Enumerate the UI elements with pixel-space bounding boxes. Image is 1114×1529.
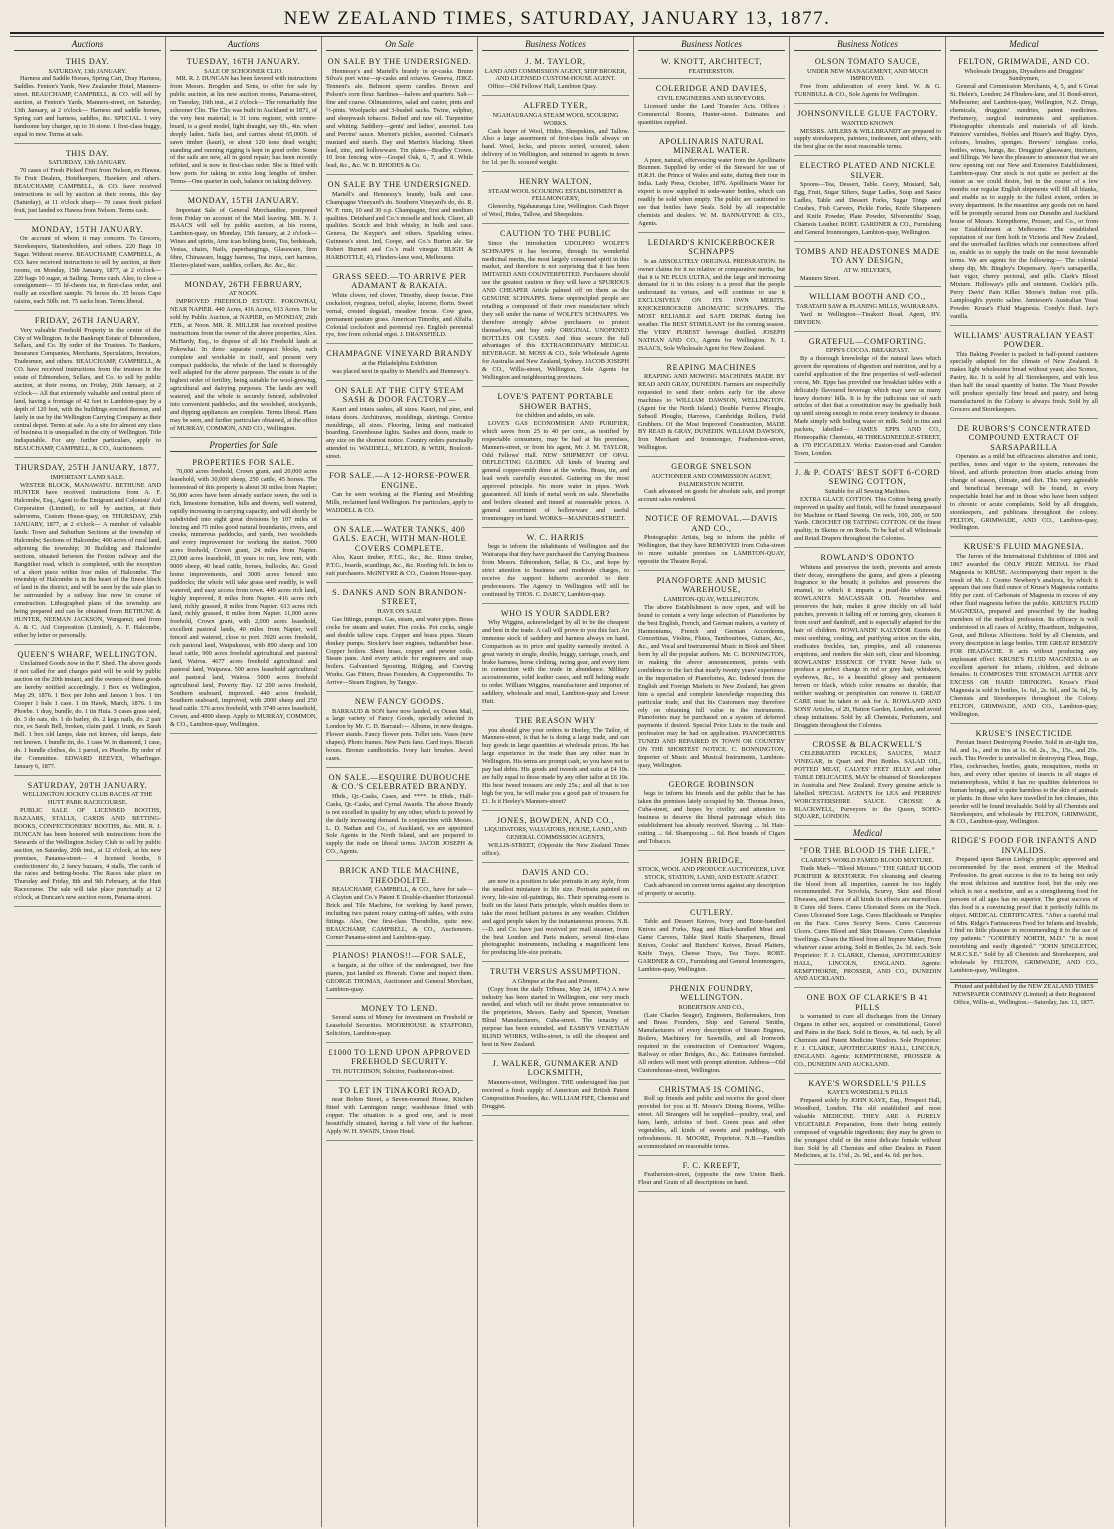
advertisement [794, 550, 941, 735]
ad-body: BARRAUD & SON have now landed, ex Ocean Mail, a large variety of Fancy Goods, specially selected in London by Mr. C. D. Barraud:— Albums, in new designs. Flower stands. Fancy flower pots. Tollet sets. Vases (new shapes). Photo frames. New Paris fans. Card trays. Biscuit boxes. Bronze candlesticks. Ivory hair brushes. Jewel cases. [326, 707, 473, 762]
ad-title: BRICK AND TILE MACHINE, THEODOLITE. [339, 866, 460, 885]
advertisement [326, 522, 473, 583]
advertisement [638, 511, 785, 571]
advertisement [14, 460, 161, 645]
advertisement [482, 964, 629, 1054]
ad-body: Prepared upon Baron Liebig's principle; approved and recommended by the most eminent of the Medical Profession. Its great success is due to its being not only the most delicious and nutritive food, but the only one which is not a medicine, and as a strengthening food for persons of all ages has no superior. The great success of this food is a convincing proof that it perfectly fulfils its object. MEDICAL CERTIFICATES. "After a careful trial of Mrs. Ridge's Farinaceous Food for Infants and Invalids, I find no little pleasure in recommending it to the use of my patients." "GODFREY NORTH, M.D." "It is most nourishing and easily digested." "JOHN SINGLETON, M.R.C.S.E." Sold by all Chemists and Storekeepers, and wholesale by FELTON, GRIMWADE, AND CO., Lambton-quay, Wellington. [950, 856, 1098, 974]
ad-title: QUEEN'S WHARF, WELLINGTON. [17, 649, 158, 659]
advertisement [326, 1083, 473, 1141]
advertisement [326, 863, 473, 946]
advertisement [638, 134, 785, 233]
ad-subtitle: WELLINGTON JOCKEY CLUB RACES AT THE HUTT PARK RACECOURSE. [22, 791, 153, 807]
column-3 [322, 37, 478, 1527]
ad-body: Is an ABSOLUTELY ORIGINAL PREPARATION. Its owner claims for it no relative or comparative merits, but that it is NE PLUS ULTRA, and the large and increasing demand for it in this colony is a proof that the people understand its virtues, and will continue to use it EXCLUSIVELY ON ITS OWN MERITS. KNICKERBOCKER AROMATIC SCHNAPPS. The MOST RELIABLE and SAFE DRINK during hot weather. The BEST STIMULANT for the coming season. The VERY PUREST beverage distilled. JOSEPH NATHAN AND CO., Agents for Wellington. N. J. ISAACS, Sole Wholesale Agent for New Zealand. [638, 257, 785, 352]
ad-subtitle: STEAM WOOL SCOURING ESTABLISHMENT & FELLMONGERY, [488, 187, 623, 203]
advertisement [794, 843, 941, 988]
ad-body: Hhds., Qr.-Casks, Cases, and ****. In Hhds., Half-Casks, Qr.-Casks, and Cyrnal Awards. The above Brandy is not excelled in quality by any other, which is proved by the daily increasing demand. In conjunction with Messrs. L. D. Nathan and Co., of Auckland, we are appointed Sole Agents in the North Island, and are prepared to supply the trade on liberal terms. JACOB JOSEPH & CO., Agents. [326, 792, 473, 856]
advertisement [950, 726, 1098, 831]
ad-subtitle: at the Philadelphia Exhibition [361, 359, 438, 367]
advertisement [950, 421, 1098, 538]
ad-body: Hennessy's and Martell's brandy in qr-casks. Bruno Silva's port wine—qr-casks and octaves. Geneva, JDKZ. Tennent's ale. Belmont sperm candles. Brown and Polson's corn flour. Sardines—halves and quarters. Salt—fine and coarse. Oilmanstores, salad and castor, pints and ½-pints. Woolpacks and 3-bushel sacks. Twine, sulphur, and sheepwash tobacco. Bolted and raw oil. Turpentine and whiting. Saddlery—gents' and ladies', assorted. Lea and Perrins' sauce. Morton's pickles, assorted. Colman's mustard and starch. Day and Martin's blacking. Sheet lead, zinc, and hollowware. Tin plates—Bradley Crown. 10 Iron fencing wire—Gospel Oak, 6, 7, and 8. While lead, &c., &c. W. B. RHODES & Co. [326, 67, 473, 170]
ad-title: THIS DAY. [65, 57, 110, 66]
advertisement [638, 54, 785, 79]
ad-title: CHAMPAGNE VINEYARD BRANDY [326, 349, 473, 359]
ad-body: CELEBRATED PICKLES, SAUCES, MALT VINEGAR, in Quart and Pint Bottles. SALAD OIL, POTTED MEAT, CALVES' FEET JELLY and other TABLE DELICACIES, MAY be obtained of Storekeepers in Australia and New Zealand. Every genuine article is labelled. SPECIAL AGENTS for LEA and PERRINS' WORCESTERSHIRE SAUCE. CROSSE & BLACKWELL, Purveyors to the Queen, SOHO-SQUARE, LONDON. [794, 750, 941, 821]
ad-title: PIANOFORTE AND MUSIC WAREHOUSE, [656, 575, 767, 595]
ad-subtitle: Suitable for all Sewing Machines. [824, 487, 911, 495]
ad-title: TUESDAY, 16TH JANUARY. [186, 57, 301, 66]
advertisement [482, 98, 629, 172]
ad-body: REAPING AND MOWING MACHINES MADE BY READ AND GRAY, DUNEDIN. Farmers are respectfully requested to send their orders early for the above machines to WILLIAM DAWSON, WELLINGTON. (Agent for the North Island.) Double Furrow Ploughs, Subsoil Ploughs, Harrows, Cambridge Rollers, Field Grubbers. Of the Most Improved Construction, MADE BY READ & GRAY, DUNEDIN. WILLIAM DAWSON, Iron Merchant and Ironmonger, Featherston-street, Wellington. [638, 373, 785, 452]
advertisement [482, 226, 629, 387]
ad-title: ON SALE BY THE UNDERSIGNED. [327, 180, 472, 190]
ad-body: On account of whom it may concern. To Grocers, Storekeepers, Stationholders, and others. 220 Bags 10 Sugar. Without reserve. BEAUCHAMP, CAMPBELL, & CO. have received instructions to sell by auction, at their rooms, on Monday, 15th January, 1877, at 2 o'clock— 220 bags 10 sugar, at Sailing. Terms cash. Also, to close a consignment— 55 hf-chests tea, in first-class order, and really an excellent sample. 76 boxes do. 35 boxes Cape raisins, each 50lb. net. 75 sacks bran. Terms liberal. [14, 235, 161, 306]
ad-body: PUBLIC SALE OF LICENSED BOOTHS, BAZAARS, STALLS, CARDS AND BETTING-BOOKS, CONFECTIONERS' BOOTHS, &c. MR. R. J. DUNCAN has been honored with instructions from the Stewards of the Wellington Jockey Club to sell by public auction, on Saturday, 20th inst., at 12 o'clock, at his new premises, Panama-street— 4 licensed booths, 6 confectioners' do, 2 fancy bazaars, 4 stalls, The cards of the races and betting-books. The Races take place on Thursday and Friday, 8th and 9th February, at the Hutt Racecourse. The sale will take place punctually at 12 o'clock, at Duncan's new auction room, Panama-street. [14, 807, 161, 902]
ad-body: Table and Dessert Knives, Ivory and Bone-handled Knives and Forks, Stag and Black-handled Meat and Game Carvers, Table Steel Knife Sharpeners, Bread Knives, Cooks' and Butchers' Knives, Bread Platters, Knife Trays, Cheese Trays, Tea Trays. ROBT. GARDNER & CO., Furnishing and General Ironmongers, Lambton-quay, Wellington. [638, 918, 785, 973]
advertisement [794, 54, 941, 104]
advertisement [482, 865, 629, 963]
ad-body: Yard in Wellington—Tinakori Road. Agent, HY. DRYDEN. [794, 310, 941, 326]
advertisement [482, 389, 629, 528]
ad-subtitle: CLARKE'S WORLD FAMED BLOOD MIXTURE. [801, 856, 934, 864]
column-5 [634, 37, 790, 1527]
advertisement [482, 606, 629, 711]
ad-body: you should give your orders to Heeley, The Tailor, of Manners-street, is that he is doing a large trade, and can buy goods in large quantities at wholesale prices. He has large experience in the trade than any other man in Wellington. His terms are prompt cash, so you have not to pay bad debts. His goods and tweeds and suits at £4 10s. are fully equal to those made by any other tailor at £6 10s. His best tweed trousers are only 25s.; and all that is too high for you, he will make you a good pair of trousers for £1. Is it Heeley's Manners-street? [482, 726, 629, 805]
ad-subtitle: UNDER NEW MANAGEMENT, AND MUCH IMPROVED. [807, 67, 928, 83]
ad-body: was placed next in quality to Martell's and Hennessy's. [332, 367, 470, 375]
ad-body: Unclaimed Goods now in the F. Shed. The above goods if not called for and charges paid will be sold by public auction on the 20th instant, and the owners of these goods are hereby notified accordingly. 1 Box ex Wellington, May 29, 1876. 1 Box per John and Janson 1 box. 1 tin Cooper 1 bale 1 case. 1 tin Hawk, March, 1876. 1 tin Phoebe. 1 dray, bundle, do. 1 tin Huia. 3 cases grass seed, do. 3 do oats, do. 1 do barley, do. 2 kegs nails, do. 2 pair rice, ex Sarah Bell, broken, claim paid. 1 trunk, ex Sarah Bell. 1 box old lamps, date not known, old lamps, date not known. 1 bundle tin, do. 1 case W. in diamond, 1 case, do. 1 bundle clothes, do. 1 parcel, ex Phoebe. By order of the Committee. EDWARD REEVES, Wharfinger. January 6, 1877. [14, 660, 161, 770]
ad-subtitle: LAND AND COMMISSION AGENT, SHIP BROKER, AND LICENSED CUSTOM-HOUSE AGENT. [484, 67, 627, 83]
column-1 [10, 37, 166, 1527]
ad-title: HENRY WALTON, [519, 177, 592, 187]
ad-title: DAVIS AND CO. [522, 867, 589, 877]
advertisement [170, 277, 317, 438]
ad-body: Martell's and Hennessy's brandy, bulk and case. Champagne Vineyard's do. Southern Vineyard's do, do. R. W. P. rum, 10 and 30 o.p. Champagne, first and medium qualities. Deinhard and Co.'s moselle and hock. Claret, all qualities. Scotch and Irish whisky, in bulk and case. Geneva, De Kuyper's and others. Sparkling wines. Guinness's stout. Ind, Coope, and Co.'s Burton ale. Sir Robert Burnett and Co.'s malt vinegar. BLIGH & HARBOTTLE, 43, Flinders-lane west, Melbourne. [326, 190, 473, 262]
ad-title: JOHN BRIDGE, [680, 855, 743, 865]
ad-body: begs to inform the inhabitants of Wellington and the Wairarapa that they have purchased the Carrying Business from Messrs. Edmondson, Sellar, & Co., and hope by strict attention to business and moderate charges, to receive the support hitherto accorded to their predecessors. The Agency in Wellington will still be continued by THOS. C. DARCY, Lambton-quay. [482, 543, 629, 598]
advertisement [638, 81, 785, 131]
advertisement [14, 647, 161, 776]
ad-body: Spoons—Tea, Dessert, Table. Gravy, Mustard, Salt, Egg, Fruit, Sugar Sifters, Sugar Ladles, Soup and Sauce Ladles, Table and Dessert Forks, Sugar Tongs and Crushes, Fish Carvers, Pickle Forks, Knife Sharpeners and Knife Powder, Plate Powder, Silversmiths' Soap, Chamois Leather. ROBT. GARDNER & CO., Furnishing and General Ironmongers, Lambton-quay, Wellington. [794, 181, 941, 236]
advertisement [14, 54, 161, 144]
ad-subtitle: WANTED KNOWN [841, 119, 894, 127]
ad-body: MESSRS. AHLERS & WILLBRANDT are prepared to supply storekeepers, painters, tradesmen, and others, with the best glue on the most reasonable terms. [794, 127, 941, 151]
ad-title: MONDAY, 15TH JANUARY. [187, 196, 300, 206]
column-4 [478, 37, 634, 1527]
ad-body: Harness and Saddle Horses, Spring Cart, Dray Harness, Saddles. Fenton's Yards, New Zealander Hotel, Manners-street. BEAUCHAMP, CAMPBELL, & CO. will sell by auction, at Fenton's Yards, Manners-street, on Saturday, 13th January, at 2 o'clock— Harness and saddle horses, Spring cart and harness, saddles, &c. SPECIAL. 1 very handsome bay charger, up to 16 stone. 1 first-class buggy, equal to new. Terms at sale. [14, 75, 161, 138]
section-heading: Auctions [14, 39, 161, 51]
ad-title: ON SALE.—WATER TANKS, 400 GALS. EACH, WITH MAN-HOLE COVERS COMPLETE. [332, 524, 467, 553]
ad-title: GRASS SEED.—TO ARRIVE PER ADAMANT & RAKAIA. [332, 271, 467, 291]
ad-subtitle: SATURDAY, 13th JANUARY. [48, 159, 127, 167]
ad-subtitle: EPPS'S COCOA. BREAKFAST. [825, 347, 910, 355]
advertisement [14, 313, 161, 458]
advertisement [326, 1045, 473, 1081]
ad-subtitle: LIQUIDATORS, VALUATORS, HOUSE, LAND, AND GENERAL COMMISSION AGENTS, [484, 826, 627, 841]
ad-title: ON SALE.—ESQUIRE DUBOUCHE & CO.'S CELEBRATED BRANDY. [328, 772, 471, 792]
advertisement [326, 770, 473, 861]
ad-body: A pure, natural, effervescing water from the Apollinaris Brunnen. Supplied by order of the Steward for use of H.R.H. the Prince of Wales and suite, during their tour in India. Lady Press, October, 1876. Apollinaris Water for export is now supplied in soda-water bottles, which can readily be sold when empty. The public are cautioned to see that bottles have Seals. Sold by all respectable chemists and dealers. W. M. BANNATYNE & CO., Agents. [638, 156, 785, 227]
advertisement [482, 713, 629, 811]
ad-body: Roll up friends and public and receive the good cheer provided for you at H. Moore's Dining Rooms, Willis-street. All Strangers will be supplied—poultry, veal, and ham, lamb, sirloins of beef. Green peas and other vegetables, all kinds of sweets and puddings, with refreshments. H. MOORE, Proprietor. N.B.—Families accommodated on reasonable terms. [638, 1095, 785, 1150]
ad-subtitle: TARATAHI SAW & PLANING MILLS, WAIRARAPA. [795, 302, 940, 310]
ad-title: LEDIARD'S KNICKERBOCKER SCHNAPPS [647, 237, 776, 257]
ad-title: "FOR THE BLOOD IS THE LIFE." [799, 846, 936, 856]
advertisement [326, 383, 473, 466]
ad-subtitle: ROBERTSON AND CO., [678, 1003, 745, 1011]
ad-title: W. C. HARRIS [526, 532, 585, 542]
section-heading: Business Notices [638, 39, 785, 51]
ad-body: a bargain, at the office of the undersigned, two fine pianos, just landed ex Howrah. Come and inspect them. GEORGE THOMAS, Auctioneer and General Merchant, Lambton-quay. [326, 961, 473, 993]
advertisement [170, 455, 317, 734]
ad-title: DE RUBORS'S CONCENTRATED COMPOUND EXTRACT OF SARSAPARILLA [957, 423, 1091, 452]
advertisement [638, 1158, 785, 1192]
ad-body: Gas fittings, pumps. Gas, steam, and water pipes. Brass cocks for steam and water. Fire cocks. Pot cocks, single and double tallow cups. Copper and brass pipes. Steam donkey pumps. Stocker's beer engines, indiarubber hose. Copper boilers. Sheet brass, copper and pewter coils. Steam pans. And every article for engineers and soap boilers. Galvanised Spouting, Ridging, and Curving Works. Gas Fitters, Brass Founders, & Coppersmiths. To Arrive—Steam Engines, by Tangye. [326, 615, 473, 687]
advertisement [14, 222, 161, 312]
ad-title: TRUTH VERSUS ASSUMPTION. [490, 967, 621, 977]
ad-title: MONDAY, 26TH FEBRUARY, [184, 279, 303, 289]
advertisement [794, 289, 941, 331]
ad-title: TO LET IN TINAKORI ROAD, [338, 1085, 461, 1095]
ad-title: CAUTION TO THE PUBLIC [499, 229, 612, 239]
ad-title: MONDAY, 15TH JANUARY. [31, 224, 144, 234]
ad-title: CHRISTMAS IS COMING. [658, 1084, 765, 1094]
advertisement [794, 1076, 941, 1166]
ad-body: White clover, red clover, Timothy, sheep fescue. Fine cocksfoot, ryegrass, trefoil, alsyke, lucerne, florin. Sweet vernal, crested dogstail, meadow fescue. Cow grass, permanent pasture grass. American Timothy, and Alfalfa. Colonial cocksfoot and perennial rye. English perennial rye, free from colonial ergot. J. DRANSFIELD. [326, 291, 473, 339]
ad-subtitle: SATURDAY, 13th JANUARY. [48, 67, 127, 75]
ad-body: Manners Street. [800, 274, 840, 282]
ad-subtitle: SALE OF SCHOONER CLIO. [204, 67, 283, 75]
ad-title: ON SALE AT THE CITY STEAM SASH & DOOR FACTORY— [334, 385, 465, 405]
ad-title: SATURDAY, 20TH JANUARY. [27, 780, 148, 790]
advertisement [326, 54, 473, 175]
advertisement [794, 106, 941, 156]
ad-title: ON SALE BY THE UNDERSIGNED. [327, 57, 472, 66]
ad-subtitle: LAMBTON-QUAY, WELLINGTON. [663, 595, 760, 603]
ad-title: CROSSE & BLACKWELL'S [812, 739, 923, 749]
advertisement [794, 244, 941, 288]
ad-body: Cash advanced on current terms against any description of property or security. [638, 881, 785, 897]
ad-title: NOTICE OF REMOVAL.—DAVIS AND CO., [645, 514, 778, 533]
advertisement [326, 177, 473, 267]
ad-body: Prepared solely by JOHN KAYE, Esq., Prospect Hall, Woodford, London. The old established and most valuable MEDICINE. THEY ARE A PURELY VEGETABLE Preparation, from their being entirely composed of vegetable ingredients; they may be given to the youngest child or the most delicate female without fear. Sold by all Chemists and other Dealers in Patent Medicines, at 1s. 1½d., 2s. 9d., and 4s. 6d. per box. [794, 1097, 941, 1160]
ad-body: Also, Kauri timber, P.T.G., &c., &c. Rimu timber, P.T.G., boards, scantlings, &c., &c. Roofing felt. In lots to suit purchasers. McINTYRE & CO., Custom House-quay. [326, 554, 473, 578]
ad-subtitle: NGAHAURANGA STEAM WOOL SCOURING WORKS. [492, 111, 619, 127]
section-heading: Auctions [170, 39, 317, 51]
ad-body: LOVE'S GAS ECONOMISER AND PURIFIER, which saves from 25 to 40 per cent., as testified by respectable consumers, may be had at his premises, Manners-street, or from his agent, Mr. J. M. TAYLOR, Odd Fellows' Hall. NEW SHIPMENT OF OPAL DEFLECTING GLOBES. All kinds of brazing and general copper-smith done at the works. Brass, tin, and lead work carefully executed. Guttering on the most approved principle. No more water in pipes. Work guaranteed. All kinds of metal work on sale. Showbaths and boilers cleaned and tinned at reasonable prices. A general assortment of hollowware and useful ironmongery on hand. WORKS—MANNERS-STREET. [482, 419, 629, 522]
ad-title: APOLLINARIS NATURAL MINERAL WATER. [658, 136, 765, 156]
ad-title: TOMBS AND HEADSTONES MADE TO ANY DESIGN, [795, 246, 940, 266]
ad-body: This Baking Powder is packed in half-pound canisters specially adapted for the climate of New Zealand. It makes light wholesome bread without yeast; also Scones, Pastry, &c. It is sold by all Storekeepers, and with less than half the usual quantity of butter. The Yeast Powder will produce specially fine bread and pastry, and being manufactured in the Colony is always fresh. Sold by all Grocers and Storekeepers. [950, 350, 1098, 413]
ad-body: WILLIS-STREET, (Opposite the New Zealand Times office). [482, 841, 629, 857]
ad-title: S. DANKS AND SON BRANDON-STREET, [332, 587, 467, 607]
ad-body: Cash advanced on goods for absolute sale, and prompt account sales rendered. [638, 488, 785, 504]
section-heading: Medical [950, 39, 1098, 51]
ad-title: NEW FANCY GOODS. [354, 697, 445, 707]
ad-subtitle: AUCTIONEER AND COMMISSION AGENT, PALMERSTON NORTH. [651, 472, 772, 488]
ad-title: COLERIDGE AND DAVIES, [655, 84, 768, 94]
advertisement [950, 328, 1098, 419]
ad-title: FRIDAY, 26TH JANUARY. [34, 316, 141, 326]
masthead: NEW ZEALAND TIMES, SATURDAY, JANUARY 13, 1877. [10, 8, 1104, 34]
ad-body: Whitens and preserves the teeth, prevents and arrests their decay, strengthens the gums, and gives a pleasing fragrance to the breath; it polishes and preserves the enamel, to which it imparts a pearl-like whiteness. ROWLAND'S MACASSAR OIL Nourishes and preserves the hair, makes it grow thickly on all bald patches, prevents it falling off or turning grey, cleanses it from scurf and dandruff, and is especially adapted for the hair of children. ROWLANDS' KALYDOR Exerts the most soothing, cooling, and purifying action on the skin, eradicates freckles, tan, pimples, and all cutaneous eruptions, and renders the skin soft, clear and blooming. ROWLANDS' ESSENCE OF TYRE Never fails to produce a perfect change in red or grey hair, whiskers, eyebrows, &c., to a beautiful glossy and permanent brown or black, which color remains so durable, that neither washing or perspiration can remove it. GREAT CARE must be taken to ask for A. ROWLAND AND SONS' Articles, of 20, Hatton Garden, London, and avoid cheap imitations. Sold by all Chemists, Perfumers, and Druggists throughout the Colonies. [794, 563, 941, 729]
advertisement [950, 54, 1098, 326]
ad-title: J. & P. COATS' BEST SOFT 6-CORD SEWING COTTON, [795, 467, 940, 487]
ad-body: is warranted to cure all discharges from the Urinary Organs in either sex, acquired or constitutional, Gravel and Pains in the Back. Sold in Boxes, 4s. 6d. each, by all Chemists and Patent Medicine Vendors. Sole Proprietor: F. J. CLARKE, APOTHECARIES' HALL, LINCOLN, ENGLAND. Agents: KEMPTHORNE, PROSSER & CO., DUNEDIN AND AUCKLAND. [794, 1013, 941, 1068]
ad-subtitle: A Glimpse at the Past and Present. [512, 977, 599, 985]
ad-body: 70 cases of Fresh Picked Fruit from Nelson, ex Hawea. To Fruit Dealers, Hotelkeepers, Hawkers and others. BEAUCHAMP, CAMPBELL, & CO. have received instructions to sell by auction at their rooms, this day (Saturday), at 11 o'clock sharp— 70 cases fresh picked fruit, just landed ex Hawea from Nelson. Terms cash. [14, 167, 161, 214]
ad-body: Why Wiggins, acknowledged by all to be the cheapest and best in the trade. A call will prove to you this fact. An immense stock of saddlery and harness always on hand. Comparison as to price and quality earnestly invited. A great variety in single, double, buggy, carriage, coach, and brake harness, horse clothing, racing gear, and every item in connection with the trade in abundance. Military accoutrements, solid leather cases, and mill belting made to order. William Wiggins, manufacturer and importer of saddlery, wholesale and retail, Lambton-quay and Lower Hutt. [482, 619, 629, 706]
ad-subtitle: STOCK, WOOL AND PRODUCE AUCTIONEER, LIVE STOCK, STATION, LAND, AND ESTATE AGENT. [638, 866, 785, 882]
ad-body: Operates as a mild but efficacious alterative and tonic, purifies, tones and vigor to the system, renovates the blood, and affords protection from attacks arising from change of season, climate, and diet. This very agreeable and beneficial beverage will be found, in every respectable hotel bar and in those who have been subject to chronic or acute complaints. Sold by all druggists, storekeepers, and publicans throughout the colony. FELTON, GRIMWADE, AND CO., Lambton-quay, Wellington. [950, 453, 1098, 532]
ad-title: OLSON TOMATO SAUCE, [814, 57, 921, 66]
ad-body: IMPROVED FREEHOLD ESTATE. POKOWHAI, NEAR NAPIER. 440 Acres, 416 Acres, 613 Acres. To be sold by Public Auction, at NAPIER, on MONDAY, 26th FEB., at Noon. MR. R. MILLER has received positive instructions from the owner of the above properties, Alex. McHardy, Esq., to dispose of all his Freehold lands at Pokowhai. In three separate compact blocks, each complete and workable in itself, and present very compact paddocks, the whole of the land is thoroughly well adapted for the above purposes. The estate is of the highest order of fertility, being suitable for wool-growing, agricultural and dairying purposes. The lands are well watered, and the whole is securely fenced, subdivided into convenient paddocks, and the woolshed, stockyards, and dipping appliances are complete. Terms liberal. Plans may be seen, and further particulars obtained, at the office of MURRAY, COMMON, AND CO., Wellington. [170, 298, 317, 432]
column-6 [790, 37, 946, 1527]
advertisement [326, 585, 473, 692]
ad-title: THURSDAY, 25TH JANUARY, 1877. [15, 463, 160, 473]
ad-title: LOVE'S PATENT PORTABLE SHOWER BATHS, [497, 392, 614, 411]
ad-body: By a thorough knowledge of the natural laws which govern the operations of digestion and nutrition, and by a careful application of the fine properties of well-selected cocoa, Mr. Epps has provided our breakfast tables with a delicately flavoured beverage which may save us many heavy doctors' bills. It is by the judicious use of such articles of diet that a constitution may be gradually built up until strong enough to resist every tendency to disease. Made simply with boiling water or milk. Sold in tins and packets, labelled— JAMES EPPS AND CO., Homeopathic Chemists, 48 THREADNEEDLE-STREET, & 170 PICCADILLY. Works: Euston-road and Camden Town, London. [794, 355, 941, 457]
advertisement [638, 1082, 785, 1156]
advertisement [326, 269, 473, 344]
advertisement [794, 334, 941, 463]
advertisement [638, 573, 785, 775]
ad-title: REAPING MACHINES [666, 362, 757, 372]
advertisement [326, 694, 473, 768]
advertisement [638, 459, 785, 509]
ad-title: GEORGE SNELSON [671, 462, 752, 472]
advertisement [794, 990, 941, 1073]
section-heading: Medical [794, 828, 941, 840]
ad-title: J. M. TAYLOR, [525, 57, 586, 66]
column-2 [166, 37, 322, 1527]
ad-title: PHŒNIX FOUNDRY, WELLINGTON. [669, 983, 754, 1003]
advertisement [482, 1056, 629, 1116]
ad-body: 70,000 acres freehold, Crown grant, and 20,000 acres leasehold, with 30,000 sheep, 250 cattle, 45 horses. The homestead of this property is about 30 miles from Napier; 56,000 acres have been already surface sown, the soil is rich, limestone formation, hills and downs, well watered, rapidly increasing in carrying capacity, and will shortly be subdivided into eight great divisions by 107 miles of fencing and 75 miles good natural boundaries, rivers, and creeks, numerous paddocks, and yards, two woolsheds and every improvement for working the station. 7000 acres freehold, Crown grant, 24 miles from Napier. 23,000 acres leasehold, 18 years to run, low rent, with 9000 sheep, 40 head cattle, horses, bullocks, &c. Good home improvements, and 3000 acres fenced into paddocks; the whole will take grass seed readily, is well watered, and easy access from town. 449 acres rich land, highly improved, 8 miles from Napier. 416 acres rich land, richly grassed, 8 miles from Napier. 613 acres rich land, richly grassed, 8 miles from Napier. 11,000 acres freehold, Crown grant, with 2,000 acres leasehold, excellent pastoral lands, 40 miles from Napier, well fenced and watered, close to port. 3920 acres freehold, rich pastoral land, Waipukurau, with 890 sheep and 100 head cattle, 900 acres freehold agricultural and pastoral land, Wairoa. 4677 acres freehold agricultural and pastoral land, Waipawa. 500 acres leasehold agricultural and pastoral land, Wairoa. 5000 acres freehold agricultural land, Poverty Bay. 12 200 acres freehold, Southern seaboard, improved. 440 acres freehold, Southern seaboard, improved, with 2000 sheep and 250 head cattle. 576 acres freehold, with 3740 acres leasehold, Crown, and 4000 sheep. Apply to MURRAY, COMMON, & CO., Lambton-quay, Wellington. [170, 468, 317, 729]
ad-title: W. KNOTT, ARCHITECT, [660, 57, 763, 66]
ad-title: GEORGE ROBINSON [668, 779, 755, 789]
section-heading: On Sale [326, 39, 473, 51]
columns-container [10, 36, 1104, 1527]
advertisement [14, 146, 161, 220]
ad-title: £1000 TO LEND UPON APPROVED FREEHOLD SECURITY. [328, 1047, 471, 1067]
advertisement [326, 468, 473, 520]
ad-title: WHO IS YOUR SADDLER? [500, 608, 611, 618]
advertisement [794, 737, 941, 827]
advertisement [482, 174, 629, 224]
ad-body: Very valuable Freehold Property in the centre of the City of Wellington. In the Bankrupt Estate of Edmondson, Sellars, and Co. By order of the Trustees. To Bankers, Insurance Companies, Merchants, Speculators, Investors, Tradesmen, and others. BEAUCHAMP, CAMPBELL, & CO. have received instructions from the trustees in the estate of Edmondson, Sellars, and Co. to sell by public auction, at their rooms, on Friday, 26th January, at 2 o'clock— All that extremely valuable and central piece of land, having a frontage of 42 feet to Lambton-quay by a depth of 120 feet, with the buildings erected thereon, and lately in use by the Wellington Carrying Company as their central depot. Terms at sale. As a site for almost any class of business it is unequalled in the city of Wellington. Title indisputable. For any further particulars, apply to BEAUCHAMP, CAMPBELL, & CO., Auctioneers. [14, 326, 161, 453]
advertisement [638, 853, 785, 903]
ad-subtitle: AT NOON. [229, 290, 258, 298]
ad-body: Trade Mark—"Blood Mixture." THE GREAT BLOOD PURIFIER & RESTORER. For cleansing and clearing the blood from all impurities, cannot be too highly recommended. For Scrofula, Scurvy, Skin and Blood Diseases, and Sores of all kinds its effects are marvellous. It Cures old Sores. Cures Ulcerated Sores on the Neck. Cures Ulcerated Sore Legs. Cures Blackheads or Pimples on the Face. Cures Scurvy Sores. Cures Cancerous Ulcers. Cures Blood and Skin Diseases. Cures Glandular Swellings. Clears the Blood from all Impure Matter, From whatever cause arising. Sold in Bottles, 2s. 3d. each. Sole Proprietor: F. J. CLARKE, Chemist, APOTHECARIES' HALL, LINCOLN, ENGLAND. Agents: KEMPTHORNE, PROSSER, AND CO., DUNEDIN AND AUCKLAND. [794, 864, 941, 983]
ad-subtitle: for children and adults, on sale. [515, 412, 596, 419]
ad-title: MONEY TO LEND. [361, 1003, 438, 1013]
ad-body: BEAUCHAMP, CAMPBELL, & CO., have for sale— A Clayton and Co.'s Patent E Double-chamber Horizontal Brick and Tile Machine, for working by hand power, including two patent rotary cutting-off tables, with extra fittings. Also, One first-class Theodolite, quite new. BEAUCHAMP, CAMPBELL, & CO., Auctioneers. Corner Panama-street and Lambton-quay. [326, 886, 473, 941]
ad-title: PIANOS! PIANOS!!—FOR SALE, [332, 951, 467, 961]
advertisement [794, 465, 941, 548]
ad-title: KAYE'S WORSDELL'S PILLS [808, 1078, 927, 1088]
ad-title: RIDGE'S FOOD FOR INFANTS AND INVALIDS. [951, 836, 1097, 855]
advertisement [638, 981, 785, 1080]
ad-body: General and Commission Merchants, 4, 5, and 6 Great St. Helen's, London; 24 Flinders-lane, and 31 Bond-street, Melbourne; and Lambton-quay, Wellington, N.Z. Drugs, chemicals, druggists' sundries, patent medicines. Perfumery, surgical instruments and appliances. Photographic chemicals and materials of all kinds. Painters' varnishes, Nobles and Hoare's and Rigby. Dyes, colours, brushes, sponges. Brewers' isinglass corks, bottles, wines, bungs, &c. Druggists' glassware, tinctures, and fillings. We have the pleasure to announce that we are now opening out our New and Extensive Establishment, Lambton-quay. Our stock is not quite so perfect at the outset as we could desire, but in the course of a few months our regular English shipments will fill all blanks, and enable us to supply to the fullest extent, orders in every department. In the meantime any goods not on hand will be promptly secured from our Dunedin and Auckland house of Messrs. Kempthorne, Prosser, and Co., or from our Establishment at Melbourne. The established reputation of our firm both in Victoria and New Zealand, and the unrivalled facilities which our connections afford us, enable us to supply the trade on the most favourable terms. We are agents for the following:— The colonial sheep dip, Mr. Bingley's Dispensary. Ayer's sarsaparilla, hair vigor, cherry pectoral, and pills. Clark's Blood Mixture. Holloway's pills and ointment. Cockle's pills. Perry Davis' Pain Killer. Morse's Indian root pills. Lamplough's pyretic saline. Jamieson's Australian Yeast Powder. Kruse's Fluid Magnesia. Condy's fluid. Jay's vanilla. [950, 83, 1098, 320]
advertisement [482, 813, 629, 863]
ad-body: WESTER BLOCK, MANAWATU. BETHUNE AND HUNTER have received instructions from A. F. Halcombe, Esq., Agent to the Emigrant and Colonists' Aid Corporation (Limited), to sell by auction, at their salerooms, Custom House-quay, on THURSDAY, 25th JANUARY, 1877, at 2 o'clock— A number of valuable lands: Town and Suburban Sections at the township of Halcombe; Sections of Halcombe; 400 acres of rural land, adjoining the township; 30 Building and Halcombe sections, situated between the Foxton railway and the Rangitikei road, which is completed, with the exception of a short piece within four miles of Halcombe. The township of Halcombe is in the heart of the finest block of land in the district, and will be seen by the sale plan to be surrounded by a railway line now in course of construction. Lithographed plans of the township are being prepared and can be obtained from BETHUNE & HUNTER, NEEMAN JACKSON, Wanganui; and from A. & C. Aid Corporation (Limited), A. F. Halcombe, either by letter or personally. [14, 481, 161, 639]
ad-title: F. C. KREEFT, [682, 1160, 741, 1170]
ad-title: ONE BOX OF CLARKE'S B 41 PILLS [806, 993, 929, 1012]
advertisement [638, 360, 785, 458]
ad-subtitle: FEATHERSTON. [688, 67, 735, 75]
advertisement [950, 539, 1098, 724]
ad-title: J. WALKER, GUNMAKER AND LOCKSMITH, [492, 1058, 619, 1078]
advertisement [482, 54, 629, 96]
ad-body: Kauri and totara sashes, all sizes. Kauri, red pine, and totara doors. Architraves, mouldings, skirtings. Cornice mouldings, all sizes. Flooring, lining and rusticated boarding. Greenhouse lights. Sashes and doors, made to any size on the shortest notice. Country orders punctually attended to. WADDELL, M'LEOD, & WEIR, Boulcott-street. [326, 405, 473, 461]
advertisement [326, 346, 473, 380]
section-heading: Properties for Sale [170, 440, 317, 452]
ad-title: ROWLAND'S ODONTO [820, 553, 915, 563]
ad-title: PROPERTIES FOR SALE. [192, 457, 295, 467]
ad-subtitle: Wholesale Druggists, Drysalters and Druggists' Sundrymen, [964, 67, 1084, 83]
ad-subtitle: HAVE ON SALE [377, 607, 422, 615]
ad-body: Licensed under the Land Transfer Acts. Offices : Commercial Rooms, Hunter-street. Estimates and quantities supplied. [638, 102, 785, 126]
ad-body: The above Establishment is now open, and will be found to contain a very large selection of Pianofortes by the best English, French, and German makers, a variety of Harmoniums, French and German Accordeons, Concertinas, Violins, Flutes, Tambourines, Guitars, &c., &c., and Vocal and Instrumental Music in Book and Sheet form by all the popular authors. Mr. C. BONNINGTON, in making the above announcement, points with confidence to the fact that nearly twenty years' experience in the importation of Pianofortes, &c. Indexed from the English and Foreign Markets to New Zealand, has given him a special and complete knowledge respecting this particular trade, and that his Customers may therefore rely on obtaining full value in the instruments. Pianofortes may be purchased on a system of deferred payments if desired. Special Price Lists to the trade and profession may be had on application. PIANOFORTES TUNED AND REPAIRED IN TOWN OR COUNTRY ON THE SHORTEST NOTICE. C. BONNINGTON, Importer of Music and Musical Instruments, Lambton-quay, Wellington. [638, 603, 785, 769]
imprint: Printed and published by the NEW ZEALAND TIMES NEWSPAPER COMPANY (Limited) at their Registered Office, Willis-st., Wellington.—Saturday, Jan. 13, 1877. [950, 982, 1098, 1007]
ad-body: The Jurors of the International Exhibition of 1866 and 1867 awarded the ONLY PRIZE MEDAL for Fluid Magnesia to KRUSE. Accompanying their report is the result of Mr. J. Cosmo Newbery's analysis, by which it appears that one fluid ounce of Kruse's Magnesia contains fifty per cent. of Carbonate of Magnesia in excess of any other fluid magnesia before the public. KRUSE'S FLUID MAGNESIA, prepared and prescribed by the leading members of the medical profession. Its efficacy is well understood in all cases of Acidity, Heartburn, Indigestion, Gout, and Bilious Affections. Sold by all Chemists, and every description in large bottles. THE GREAT REMEDY FOR HEADACHE. It acts without producing any unpleasant effect. KRUSE'S FLUID MAGNESIA is an excellent aperient for infants, children, and delicate females. It COMPOSES THE STOMACH AFTER ANY EXCESS OR HARD DRINKING. Kruse's Fluid Magnesia is sold in bottles, 1s. 6d., 2s. 6d., and 3s. 6d., by Chemists and Storekeepers throughout the Colony. FELTON, GRIMWADE, AND CO., Lambton-quay, Wellington. [950, 552, 1098, 718]
ad-body: Important Sale of General Merchandise, postponed from Friday on account of the Mail leaving. MR. N. J. ISAACS will sell by public auction, at his rooms, Lambton-quay, on Monday, 15th January, at 2 o'clock— Wines and spirits, Ame ican bolting boots, Tea, bedsteads, Vestas, chairs, Nails, paperhangings, Glassware, firm fibre, Chinaware, buggy harness, Tea trays, cart harness, Electro-plated ware, saddles, collars, &c. &c., &c. [170, 206, 317, 269]
ad-subtitle: CIVIL ENGINEERS AND SURVEYORS. [657, 94, 766, 102]
ad-title: FOR SALE.—A 12-HORSE-POWER ENGINE. [329, 471, 470, 490]
ad-body: (Late Charles Seager), Engineers, Boilermakers, Iron and Brass Founders, Ship and General Smiths, Manufacturers of every description of Steam Engines, Boilers, Machinery for Sawmills, and all Ironwork required in the construction of Contractors' Wagons, Railway or other Bridges, &c., &c. Estimates furnished. All orders will meet with prompt attention. Address—Old Customhouse-street, Wellington. [638, 1011, 785, 1074]
advertisement [482, 530, 629, 604]
ad-body: Featherston-street, (opposite the new Union Bank. Flour and Grain of all descriptions on hand. [638, 1171, 785, 1187]
ad-subtitle: KAYE'S WORSDELL'S PILLS [827, 1089, 908, 1097]
advertisement [326, 948, 473, 998]
advertisement [326, 1001, 473, 1043]
ad-title: CUTLERY. [689, 907, 734, 917]
ad-body: Persian Insect Destroying Powder. Sold in air-tight tins, 6d. and 1s., and in tins at 1s. 6d. 2s., 3s., 15s., and 20s. each. This Powder is unrivalled in destroying Fleas, Bugs, Flies, cockroaches, beetles, gnats, mosquitoes, moths in furs, and every other species of insects in all stages of metamorphosis, whilst it has no qualities deleterious to human beings, and is quite harmless to the skin of animals or plants. In those who have travelled in hot climates, this powder will be found invaluable. Sold by all Chemists and Storekeepers, and wholesale by FELTON, GRIMWADE, & CO., Lambton-quay, Wellington. [950, 739, 1098, 826]
ad-title: ALFRED TYER, [523, 101, 588, 111]
ad-body: Several sums of Money for investment on Freehold or Leasehold Securities. MOORHOUSE & STAFFORD, Solicitors, Lambton-quay. [326, 1014, 473, 1037]
ad-title: JOHNSONVILLE GLUE FACTORY. [797, 109, 938, 119]
ad-body: Manners-street, Wellington. THE undersigned has just received a fresh supply of American and British Patent Composition Powders, &c. WILLIAM FIFE, Chemist and Druggist. [482, 1078, 629, 1110]
advertisement [950, 833, 1098, 980]
advertisement [14, 778, 161, 907]
ad-title: KRUSE'S FLUID MAGNESIA. [963, 542, 1085, 552]
ad-body: near Bolton Street, a Seven-roomed House, Kitchen fitted with Lamington range; washhouse fitted with copper. The situation is a good one, and is most beautifully situated, having a full view of the harbour. Apply W. H. SWAIN, Union Hotel. [326, 1096, 473, 1135]
ad-title: FELTON, GRIMWADE, AND CO. [958, 57, 1090, 66]
ad-body: Cash buyer of Wool, Hides, Sheepskins, and Tallow. Also a large assortment of first-class bulls always on hand. Wool, locks, and pieces sorted, scoured, taken delivery of in Wellington, and returned to agents in town for 1d. per lb. scoured weight. [482, 127, 629, 167]
ad-subtitle: AT W. HELYER'S, [843, 266, 892, 274]
ad-body: Since the introduction UDOLPHO WOLFE'S SCHNAPPS it has become, through its wonderful medicinal merits, the most largely consumed spirit in this market, and therefore is not surprising that it has been IMITATED AND COUNTERFEITED. Purchasers should use the greatest caution or they will have a SPURIOUS AND CHEAPER Article palmed off on them as the GENUINE SCHNAPPS. Some unprincipled people are retailing a compound of their own manufacture which they sell under the name of WOLFE'S SCHNAPPS. We therefore strongly advise purchasers to protect themselves, and buy only ORIGINAL UNOPENED BOTTLES OR CASES. And thus secure the full advantages of this EXTRAORDINARY MEDICAL BEVERAGE. M. MOSS & CO., Sole Wholesale Agents for Australia and New Zealand, Sydney. JACOB JOSEPH & CO., Willis-street, Wellington, Sole Agents for Wellington and neighbouring provinces. [482, 239, 629, 382]
ad-title: ELECTRO PLATED AND NICKLE SILVER. [799, 161, 936, 180]
section-heading: Business Notices [482, 39, 629, 51]
ad-body: Photographic Artists, beg to inform the public of Wellington, that they have REMOVED from Cuba-street to more suitable premises on LAMBTON-QUAY, opposite the Theatre Royal. [638, 534, 785, 565]
ad-body: Can be seen working at the Planing and Moulding Mills, reclaimed land Wellington. For particulars, apply to WADDELL & CO. [326, 491, 473, 514]
ad-body: EXTRA GLACE COTTON. This Cotton being greatly improved in quality and finish, will be found unsurpassed for Machine or Hand Sewing. On reels, 100, 200, or 500 Yards. CROCHET OR TATTING COTTON. Of the finest quality, in Skeins or on Reels. To be had of all Wholesale and Retail Drapers throughout the Colonies. [794, 495, 941, 543]
column-7 [946, 37, 1102, 1527]
ad-title: KRUSE'S INSECTICIDE [975, 728, 1073, 738]
ad-title: WILLIAMS' AUSTRALIAN YEAST POWDER. [953, 330, 1095, 349]
advertisement [794, 158, 941, 241]
section-heading: Business Notices [794, 39, 941, 51]
ad-body: TH. HUTCHISON, Solicitor, Featherston-street. [332, 1067, 455, 1075]
ad-title: JONES, BOWDEN, AND CO., [496, 815, 615, 825]
ad-title: GRATEFUL—COMFORTING. [808, 336, 927, 346]
ad-title: WILLIAM BOOTH AND CO., [809, 292, 926, 302]
advertisement [170, 193, 317, 275]
ad-title: THIS DAY. [65, 148, 110, 158]
ad-subtitle: IMPORTANT LAND SALE. [50, 473, 125, 481]
ad-body: MR. R. J. DUNCAN has been favored with instructions from Messrs. Brogden and Sons, to offer for sale by public auction, at his new auction rooms, Panama-street, on Tuesday, 16th inst., at 2 o'clock— The remarkably fine schooner Clio. The Clio was built in Auckland in 1871, of the very best material; is 31 tons register, with centre-board, is a good model, light draught, say 6ft., 4in. when deeply laden. Sails fast, and carries about 65,000ft. of sawn timber (kauri), or about 120 tons dead weight; standing and running rigging is kept in good order. Some of the sails are new, all in good repair; has been recently refitted, and is now in first-class order. She is fitted with bow ports for taking in extra long lengths of timber. Terms—One quarter in cash, balance on taking delivery. [170, 75, 317, 186]
ad-body: Office—Old Fellows' Hall, Lambton Quay. [488, 83, 598, 91]
ad-title: THE REASON WHY [515, 716, 596, 725]
ad-body: Glenorchy, Ngahauranga Line, Wellington. Cash Buyer of Wool, Hides, Tallow, and Sheepskins. [482, 203, 629, 219]
advertisement [638, 777, 785, 851]
advertisement [170, 54, 317, 191]
ad-body: Free from adulteration of every kind. W. & G. TURNBULL & CO., Sole Agents for Wellington. [794, 83, 941, 99]
ad-body: begs to inform his friends and the public that he has taken the premises lately occupied by Mr. Thomas Jones, Cuba-street, and hopes by civility and attention to business to deserve the liberal patronage which this establishment has already received. Shaving ... 3d. Hair-cutting ... 6d. Shampooing ... 6d. Best brands of Cigars and Tobacco. [638, 790, 785, 845]
ad-body: are now in a position to take portraits in any style, from the smallest miniature to life size. Portraits painted on ivory, life-size oil-paintings, &c. Their operating-room is built on the latest Paris principle, which enables them to take the most brilliant pictures in any weather. Children and aged people taken by the instantaneous process. N.B.—D. and Co. have just received per mail steamer, from the best London and Paris makers, several first-class photographic instruments, including a magnificent lens for producing life-size portraits. [482, 878, 629, 957]
ad-body: (Copy from the daily Tribune, May 24, 1874.) A new industry has been started in Wellington, one very much needed, and which will no doubt prove remunerative to the proprietors, Messrs. Easby and Spencer, Venetian Blind Manufacturers, Cuba-street. The tenacity of purpose has been extended, and EASBY'S VENETIAN BLIND WORKS, Willis-street, is still the cheapest and best in New Zealand. [482, 985, 629, 1048]
advertisement [638, 235, 785, 358]
advertisement [638, 905, 785, 979]
